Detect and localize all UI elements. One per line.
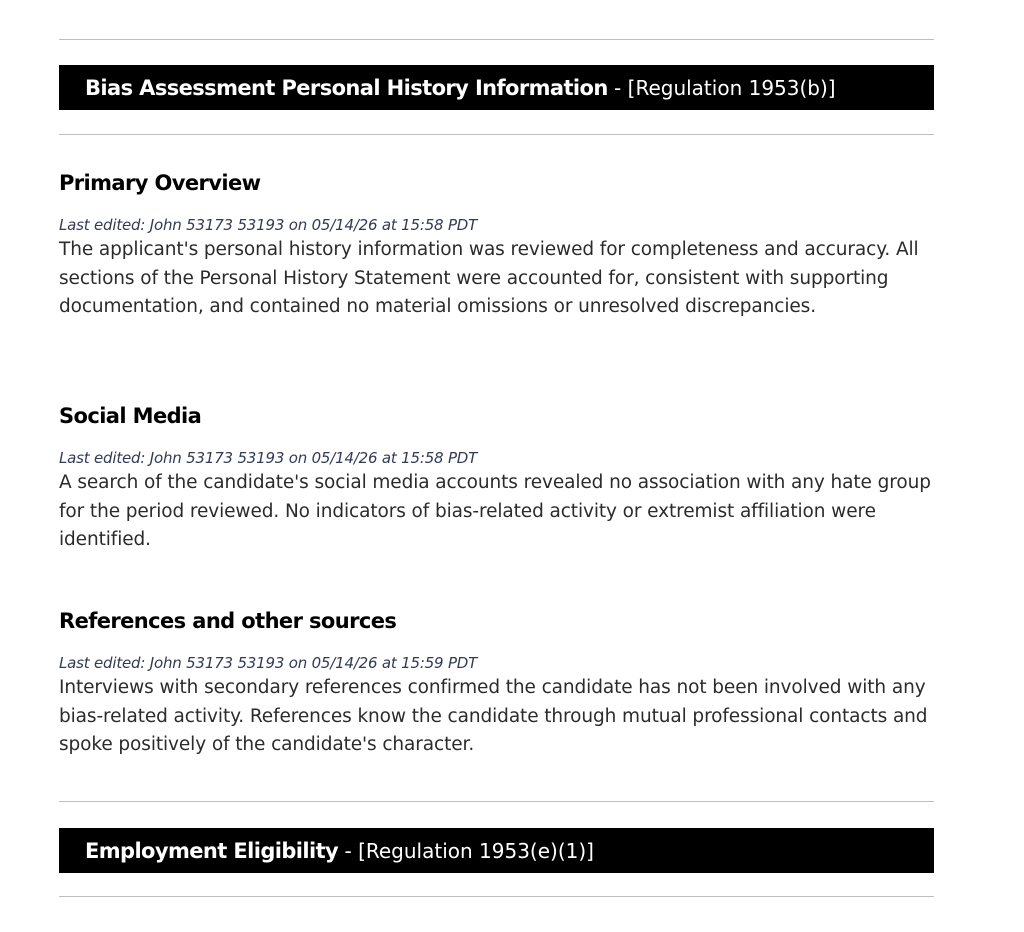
- section-separator: -: [607, 75, 628, 100]
- section-regulation: [Regulation 1953(e)(1)]: [358, 838, 594, 863]
- subsection-social-media: [59, 403, 934, 555]
- divider: [59, 801, 934, 802]
- section-header-employment-eligibility: [59, 828, 934, 873]
- divider: [59, 39, 934, 40]
- subsection-heading: References and other sources: [59, 609, 397, 633]
- section-title: Employment Eligibility: [85, 838, 339, 863]
- section-separator: -: [338, 838, 359, 863]
- last-edited-note: Last edited: John 53173 53193 on 05/14/26 at 15:58 PDT: [59, 449, 478, 467]
- subsection-heading: Social Media: [59, 404, 202, 428]
- last-edited-note: Last edited: John 53173 53193 on 05/14/26 at 15:59 PDT: [59, 654, 478, 672]
- subsection-body: The applicant's personal history information was reviewed for completeness and accuracy. All sections of the Personal History Statement were accounted for, consistent with supporting documentation, and contained no material omissions or unresolved discrepancies.: [59, 239, 919, 318]
- subsection-primary-overview: [59, 170, 934, 322]
- subsection-references: [59, 608, 934, 760]
- subsection-body: A search of the candidate's social media accounts revealed no association with any hate group for the period reviewed. No indicators of bias-related activity or extremist affiliation were identified.: [59, 472, 931, 551]
- subsection-body: Interviews with secondary references confirmed the candidate has not been involved with any bias-related activity. References know the candidate through mutual professional contacts and spoke positively of the candidate's character.: [59, 677, 928, 756]
- divider: [59, 896, 934, 897]
- divider: [59, 134, 934, 135]
- section-regulation: [Regulation 1953(b)]: [627, 75, 836, 100]
- subsection-heading: Primary Overview: [59, 171, 261, 195]
- section-header-bias-assessment: [59, 65, 934, 110]
- section-title: Bias Assessment Personal History Information: [85, 75, 608, 100]
- last-edited-note: Last edited: John 53173 53193 on 05/14/26 at 15:58 PDT: [59, 216, 478, 234]
